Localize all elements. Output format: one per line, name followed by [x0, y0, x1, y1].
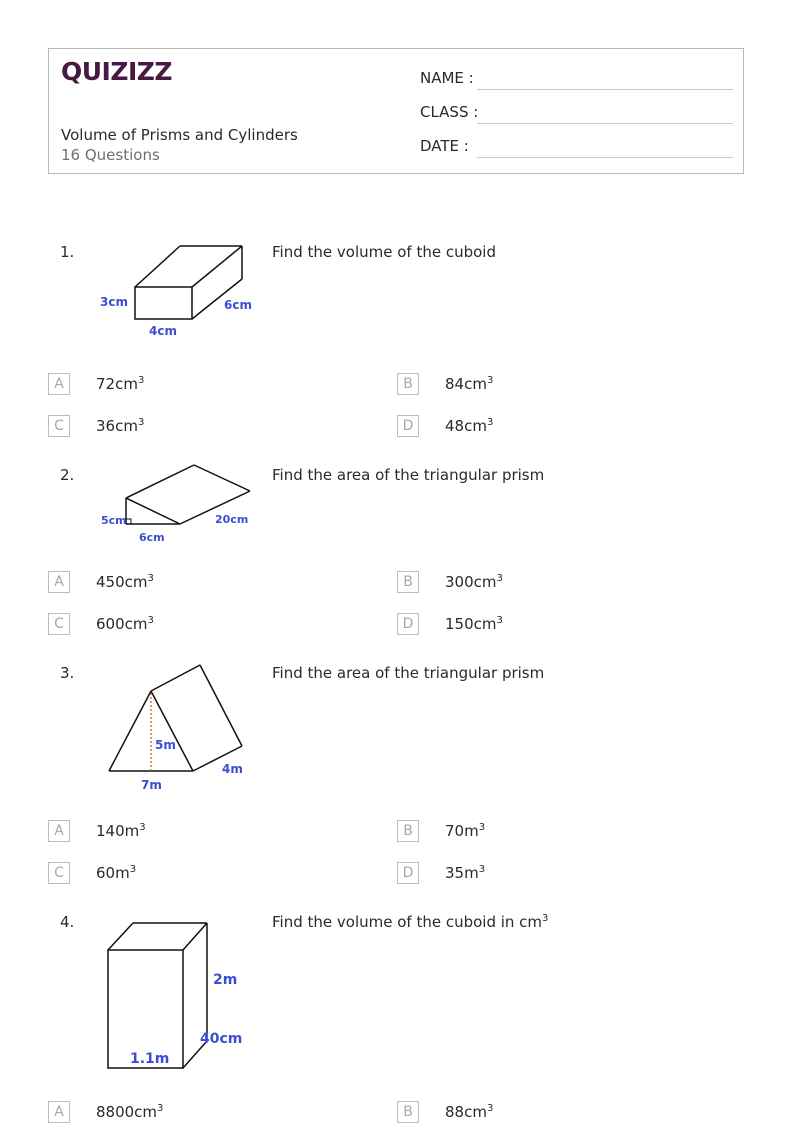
option-a-text[interactable]: $8800cm^3$ — [96, 1103, 164, 1121]
worksheet-title: Volume of Prisms and Cylinders — [61, 126, 298, 144]
question-text: Find the volume of the cuboid in $cm^3$ — [272, 913, 549, 931]
option-c-box[interactable]: C — [48, 862, 70, 884]
option-d-text[interactable]: $150cm^3$ — [445, 615, 503, 633]
figure-label: 6cm — [139, 531, 165, 544]
option-b-text[interactable]: $300cm^3$ — [445, 573, 503, 591]
option-d-box[interactable]: D — [397, 613, 419, 635]
worksheet-header — [48, 48, 744, 174]
question-number: 1. — [60, 243, 75, 261]
quizizz-logo: QUIZIZZ — [61, 57, 173, 86]
class-line[interactable] — [477, 123, 733, 124]
figure-label: 3cm — [100, 295, 128, 309]
option-c-box[interactable]: C — [48, 415, 70, 437]
option-d-box[interactable]: D — [397, 862, 419, 884]
question-text: Find the area of the triangular prism — [272, 466, 545, 484]
figure-label: 40cm — [200, 1031, 243, 1047]
figure-label: 7m — [141, 778, 162, 792]
question-text: Find the volume of the cuboid — [272, 243, 496, 261]
cuboid-figure — [96, 914, 256, 1070]
class-label: CLASS : — [420, 103, 479, 121]
option-a-box[interactable]: A — [48, 571, 70, 593]
option-d-text[interactable]: $35m^3$ — [445, 864, 486, 882]
date-line[interactable] — [477, 157, 733, 158]
question-number: 2. — [60, 466, 75, 484]
question-count: 16 Questions — [61, 146, 160, 164]
option-c-text[interactable]: $600cm^3$ — [96, 615, 154, 633]
option-b-box[interactable]: B — [397, 571, 419, 593]
option-a-text[interactable]: $140m^3$ — [96, 822, 146, 840]
option-c-text[interactable]: $60m^3$ — [96, 864, 137, 882]
option-d-text[interactable]: $48cm^3$ — [445, 417, 494, 435]
option-a-text[interactable]: $72cm^3$ — [96, 375, 145, 393]
option-b-text[interactable]: $70m^3$ — [445, 822, 486, 840]
figure-label: 20cm — [215, 513, 249, 526]
triangular-prism-figure — [96, 458, 256, 548]
option-b-text[interactable]: $88cm^3$ — [445, 1103, 494, 1121]
figure-label: 2m — [213, 972, 238, 988]
question-number: 4. — [60, 913, 75, 931]
triangular-prism-figure — [96, 658, 256, 798]
option-c-box[interactable]: C — [48, 613, 70, 635]
figure-label: 4m — [222, 762, 243, 776]
option-a-box[interactable]: A — [48, 820, 70, 842]
option-c-text[interactable]: $36cm^3$ — [96, 417, 145, 435]
date-label: DATE : — [420, 137, 469, 155]
figure-label: 4cm — [149, 324, 177, 338]
name-line[interactable] — [477, 89, 733, 90]
option-b-box[interactable]: B — [397, 820, 419, 842]
question-number: 3. — [60, 664, 75, 682]
figure-label: 1.1m — [130, 1051, 170, 1067]
figure-label: 5m — [155, 738, 176, 752]
option-a-text[interactable]: $450cm^3$ — [96, 573, 154, 591]
cuboid-figure — [96, 238, 256, 344]
option-b-box[interactable]: B — [397, 373, 419, 395]
figure-label: 6cm — [224, 298, 252, 312]
option-a-box[interactable]: A — [48, 1101, 70, 1123]
option-a-box[interactable]: A — [48, 373, 70, 395]
option-b-text[interactable]: $84cm^3$ — [445, 375, 494, 393]
question-text: Find the area of the triangular prism — [272, 664, 545, 682]
option-b-box[interactable]: B — [397, 1101, 419, 1123]
name-label: NAME : — [420, 69, 474, 87]
option-d-box[interactable]: D — [397, 415, 419, 437]
figure-label: 5cm — [101, 514, 127, 527]
